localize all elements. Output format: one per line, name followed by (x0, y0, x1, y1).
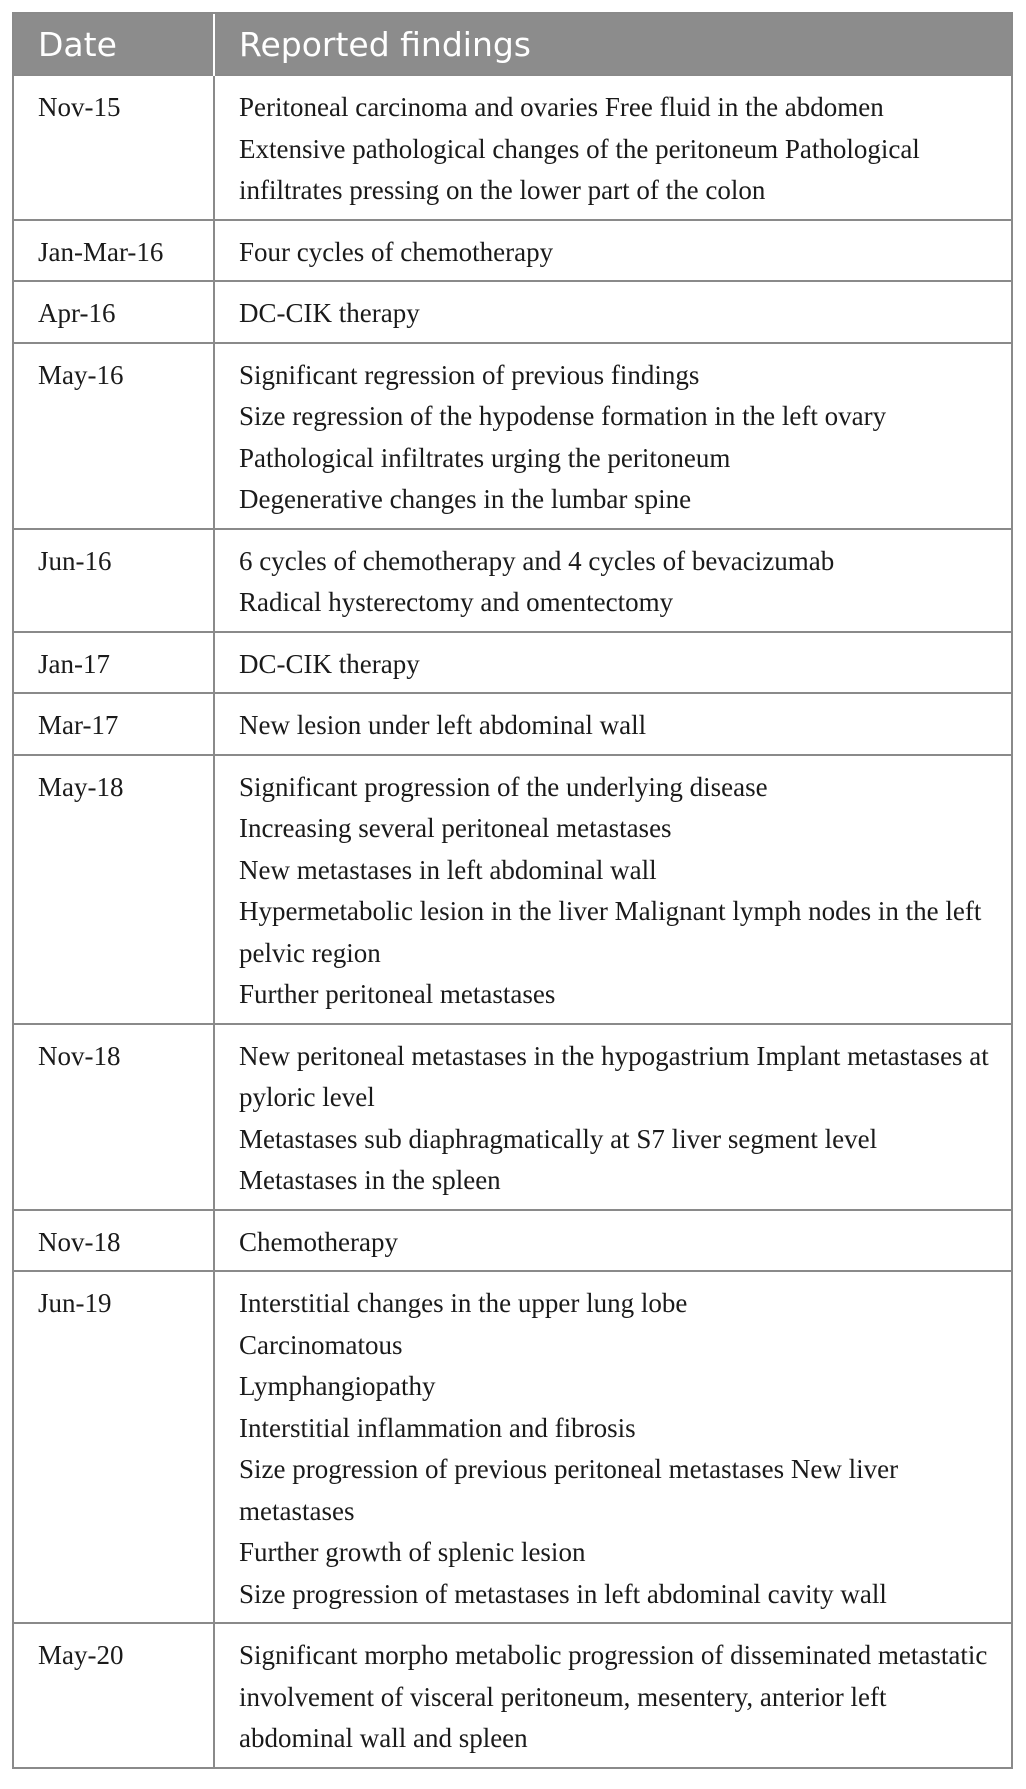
findings-cell (214, 1271, 1011, 1623)
table-row (14, 755, 1011, 1024)
finding-line: Extensive pathological changes of the peritoneum Pathological infiltrates pressing on the lower part of the colon (239, 133, 920, 205)
table-body (14, 75, 1011, 1767)
date-cell: Nov-18 (14, 1024, 214, 1210)
finding-line: Further growth of splenic lesion (239, 1537, 586, 1567)
date-cell: Nov-15 (14, 75, 214, 220)
findings-cell (214, 1623, 1011, 1767)
finding-line: Interstitial inflammation and fibrosis (239, 1412, 636, 1443)
finding-line: Further peritoneal metastases (239, 979, 556, 1009)
date-cell: Apr-16 (14, 281, 214, 343)
findings-cell (214, 632, 1011, 694)
table-row (14, 1210, 1011, 1272)
header-row (14, 14, 1011, 75)
findings-cell (214, 343, 1011, 529)
finding-line: Hypermetabolic lesion in the liver Malignant lymph nodes in the left pelvic region (239, 896, 982, 968)
date-cell: May-16 (14, 343, 214, 529)
findings-cell (214, 1210, 1011, 1272)
table-header (14, 14, 1011, 75)
finding-line: Radical hysterectomy and omentectomy (239, 587, 674, 617)
findings-cell (214, 529, 1011, 632)
date-cell: May-18 (14, 755, 214, 1024)
findings-table-frame (12, 12, 1013, 1769)
finding-line: Lymphangiopathy (239, 1371, 436, 1401)
date-cell: May-20 (14, 1623, 214, 1767)
findings-cell (214, 755, 1011, 1024)
date-cell: Mar-17 (14, 693, 214, 755)
findings-cell (214, 281, 1011, 343)
finding-line: Degenerative changes in the lumbar spine (239, 484, 692, 514)
findings-table (14, 14, 1011, 1767)
finding-line: Significant regression of previous findings (239, 359, 700, 390)
table-row (14, 529, 1011, 632)
finding-line: New metastases in left abdominal wall (239, 854, 657, 885)
table-row (14, 220, 1011, 282)
finding-line: Carcinomatous (239, 1329, 403, 1360)
date-cell: Jan-17 (14, 632, 214, 694)
table-row (14, 343, 1011, 529)
table-row (14, 75, 1011, 220)
date-cell: Jun-16 (14, 529, 214, 632)
finding-line: Metastases sub diaphragmatically at S7 liver segment level (239, 1123, 878, 1154)
finding-line: 6 cycles of chemotherapy and 4 cycles of bevacizumab (239, 545, 835, 576)
date-column-header: Date (14, 14, 214, 75)
finding-line: New peritoneal metastases in the hypogastrium Implant metastases at pyloric level (239, 1040, 989, 1112)
table-row (14, 632, 1011, 694)
table-row (14, 281, 1011, 343)
findings-cell (214, 220, 1011, 282)
finding-line: Size progression of previous peritoneal metastases New liver metastases (239, 1454, 899, 1526)
table-row (14, 1271, 1011, 1623)
table-row (14, 1623, 1011, 1767)
finding-line: Size regression of the hypodense formation in the left ovary (239, 401, 887, 431)
table-row (14, 693, 1011, 755)
finding-line: Significant morpho metabolic progression of disseminated metastatic involvement of visceral peritoneum, mesentery, anterior left abdominal wall and spleen (239, 1640, 988, 1753)
finding-line: Interstitial changes in the upper lung lobe (239, 1288, 688, 1318)
finding-line: New lesion under left abdominal wall (239, 710, 647, 740)
table-row (14, 1024, 1011, 1210)
finding-line: Peritoneal carcinoma and ovaries Free fluid in the abdomen (239, 92, 884, 122)
date-cell: Jun-19 (14, 1271, 214, 1623)
date-cell: Jan-Mar-16 (14, 220, 214, 282)
finding-line: Significant progression of the underlying disease (239, 771, 768, 802)
finding-line: Metastases in the spleen (239, 1165, 501, 1195)
finding-line: Pathological infiltrates urging the peritoneum (239, 442, 731, 473)
finding-line: Chemotherapy (239, 1226, 398, 1257)
finding-line: DC-CIK therapy (239, 648, 420, 679)
findings-column-header: Reported findings (214, 14, 1011, 75)
findings-cell (214, 693, 1011, 755)
date-cell: Nov-18 (14, 1210, 214, 1272)
finding-line: Four cycles of chemotherapy (239, 236, 554, 267)
findings-cell (214, 1024, 1011, 1210)
finding-line: Increasing several peritoneal metastases (239, 813, 672, 843)
finding-line: DC-CIK therapy (239, 298, 420, 328)
finding-line: Size progression of metastases in left abdominal cavity wall (239, 1578, 887, 1609)
findings-cell (214, 75, 1011, 220)
